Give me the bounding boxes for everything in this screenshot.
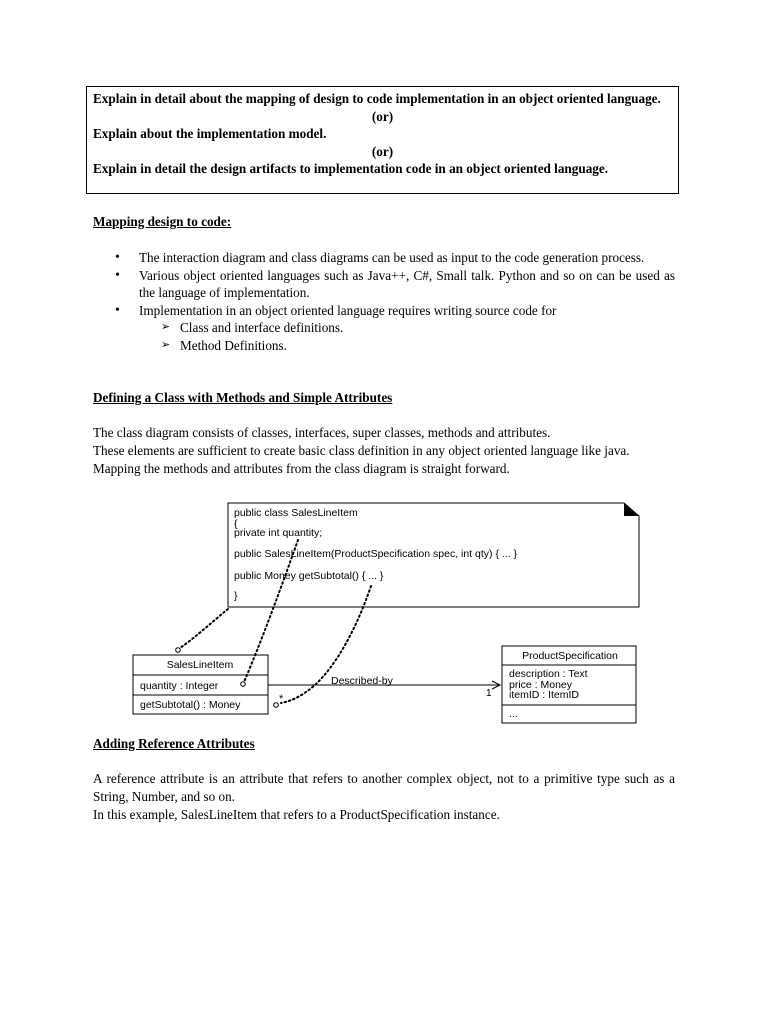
- class-salesline-item: [133, 655, 268, 714]
- association-described-by: [268, 675, 500, 705]
- class-attribute: price : Money: [509, 679, 573, 691]
- sub-item-text: Method Definitions.: [180, 337, 287, 353]
- class-attribute: description : Text: [509, 668, 588, 680]
- defining-class-heading: Defining a Class with Methods and Simple Attributes: [93, 390, 393, 405]
- class-name: SalesLineItem: [166, 659, 234, 671]
- class-attribute: quantity : Integer: [140, 680, 219, 692]
- paragraph-line: The class diagram consists of classes, interfaces, super classes, methods and attributes.: [93, 425, 551, 440]
- bullet-item-text: Implementation in an object oriented language requires writing source code for: [139, 302, 557, 318]
- class-methods: ...: [509, 708, 518, 720]
- code-line: private int quantity;: [234, 527, 323, 539]
- paragraph-line: A reference attribute is an attribute that refers to another complex object, not to a primitive type such as a String, Number, and so on.: [93, 771, 675, 804]
- class-attribute: itemID : ItemID: [509, 689, 580, 701]
- sub-item-text: Class and interface definitions.: [180, 320, 344, 336]
- arrow-bullet-icon: ➢: [161, 321, 171, 334]
- reference-attributes-heading: Adding Reference Attributes: [93, 736, 255, 751]
- code-line: public SalesLineItem(ProductSpecification spec, int qty) { ... }: [234, 548, 518, 560]
- class-name: ProductSpecification: [522, 650, 618, 662]
- code-line: public class SalesLineItem: [234, 507, 358, 519]
- code-note: [228, 503, 639, 607]
- paragraph-line: These elements are sufficient to create basic class definition in any object oriented language like java.: [93, 442, 630, 458]
- multiplicity-target: 1: [486, 688, 492, 699]
- code-line: {: [234, 518, 238, 530]
- mapping-heading: Mapping design to code:: [93, 214, 232, 229]
- or-separator-2: (or): [371, 143, 394, 159]
- code-line: }: [234, 590, 238, 602]
- code-line: public Money getSubtotal() { ... }: [234, 570, 384, 582]
- or-separator-1: (or): [371, 108, 394, 124]
- question-line-1: Explain in detail about the mapping of design to code implementation in an object oriented language.: [93, 91, 661, 106]
- paragraph-line: In this example, SalesLineItem that refers to a ProductSpecification instance.: [93, 806, 500, 822]
- connector-class: [180, 609, 228, 648]
- class-product-specification: [502, 646, 636, 723]
- paragraph-line: Mapping the methods and attributes from the class diagram is straight forward.: [93, 460, 510, 476]
- reference-attributes-paragraph: [93, 770, 675, 823]
- bullet-item: • The interaction diagram and class diagrams can be used as input to the code generation process.: [93, 249, 675, 267]
- question-line-2: Explain about the implementation model.: [93, 126, 327, 142]
- question-line-3: Explain in detail the design artifacts to implementation code in an object oriented language.: [93, 161, 609, 177]
- class-method: getSubtotal() : Money: [140, 699, 241, 711]
- multiplicity-source: *: [279, 693, 284, 705]
- bullet-item: • Various object oriented languages such as Java++, C#, Small talk. Python and so on can be used as the language of implementation.: [93, 267, 675, 302]
- association-label: Described-by: [331, 675, 393, 687]
- arrow-bullet-icon: ➢: [161, 338, 171, 351]
